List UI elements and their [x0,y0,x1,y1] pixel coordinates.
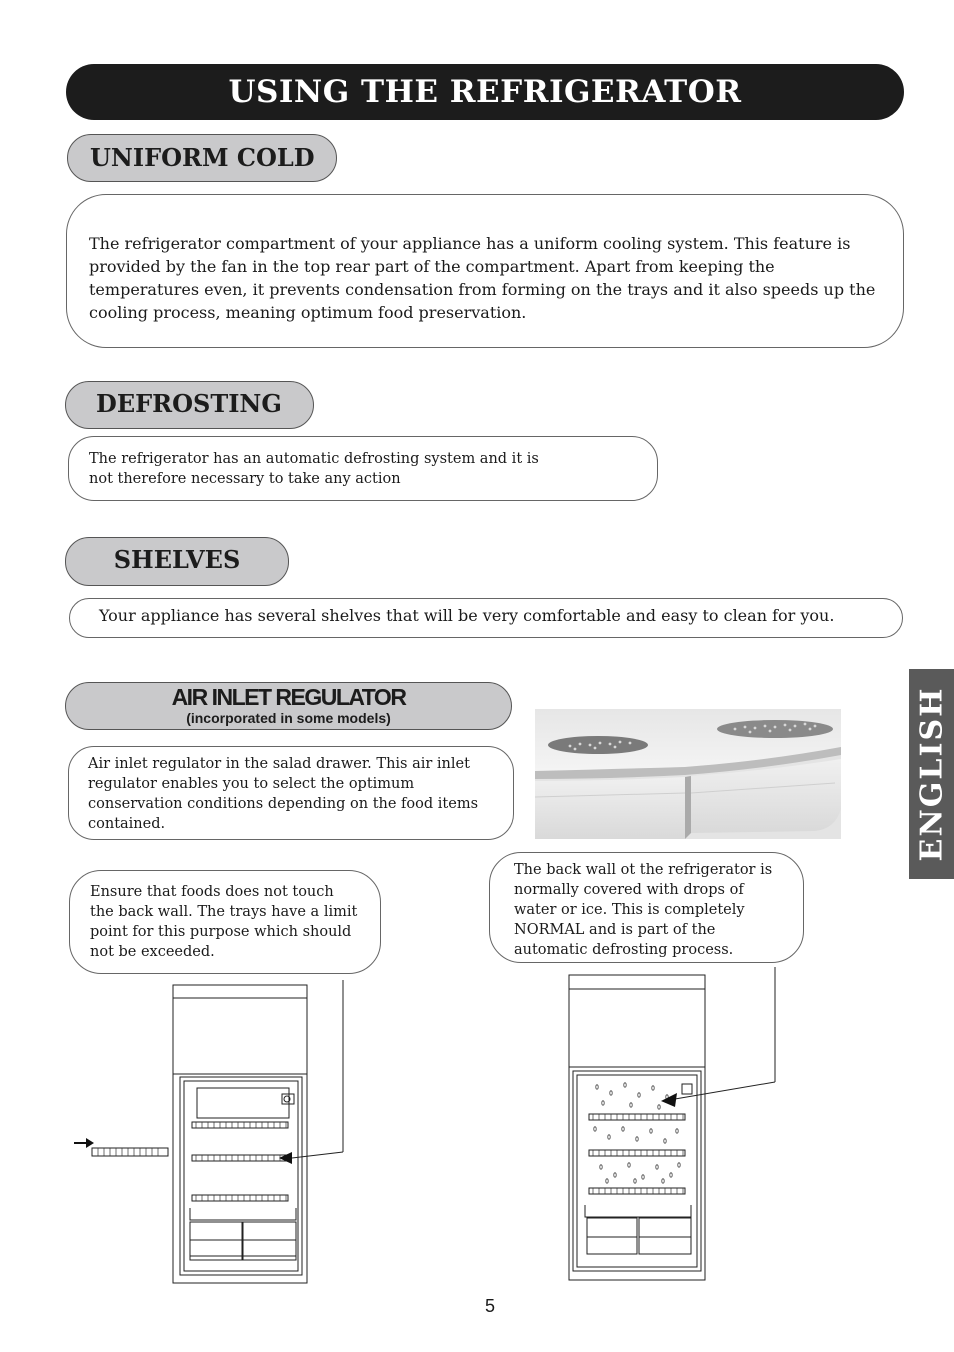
defrosting-heading: DEFROSTING [65,381,314,429]
air-inlet-heading: AIR INLET REGULATOR (incorporated in some models) [65,682,512,730]
defrosting-text: The refrigerator has an automatic defrosting system and it is not therefore necessary to take any action [68,436,658,501]
shelves-heading: SHELVES [65,537,289,586]
page-number: 5 [484,1296,495,1316]
refrigerator-back-wall-diagram [565,967,785,1287]
page-title: USING THE REFRIGERATOR [66,64,904,120]
back-wall-touch-callout: Ensure that foods does not touch the back wall. The trays have a limit point for this purpose which should not be exceeded. [69,870,381,974]
uniform-cold-heading: UNIFORM COLD [67,134,337,182]
language-tab: ENGLISH [909,669,954,879]
uniform-cold-text: The refrigerator compartment of your appliance has a uniform cooling system. This feature is provided by the fan in the top rear part of the compartment. Apart from keeping the temperatures even, it prevents condensation from forming on the trays and it also speeds up the cooling process, meaning optimum food preservation. [66,194,904,348]
air-inlet-text: Air inlet regulator in the salad drawer. This air inlet regulator enables you to select the optimum conservation conditions depending on the food items contained. [68,746,514,840]
shelves-text: Your appliance has several shelves that will be very comfortable and easy to clean for you. [69,598,903,638]
air-inlet-regulator-photo [535,709,841,839]
back-wall-drops-callout: The back wall ot the refrigerator is normally covered with drops of water or ice. This is completely NORMAL and is part of the automatic defrosting process. [489,852,804,963]
refrigerator-shelves-diagram [70,980,360,1290]
